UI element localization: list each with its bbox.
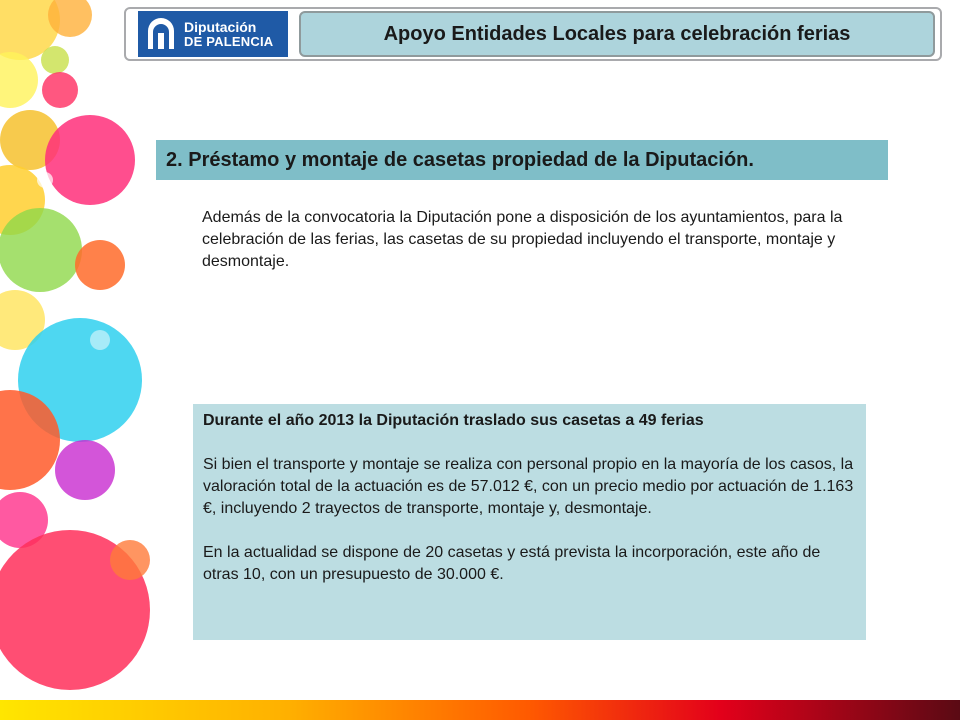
- logo-line1: Diputación: [184, 18, 257, 35]
- info-box: [193, 404, 866, 640]
- logo-arch-icon: [144, 17, 178, 51]
- section-heading: 2. Préstamo y montaje de casetas propiedad de la Diputación.: [156, 140, 888, 180]
- decorative-bubbles: [0, 0, 150, 700]
- bottom-gradient-bar: [0, 700, 960, 720]
- diputacion-logo: [138, 11, 288, 57]
- info-paragraph-1: Si bien el transporte y montaje se realiza con personal propio en la mayoría de los casos, la valoración total de la actuación es de 57.012 €, con un precio medio por actuación de 1.163 €, incluyendo 2 trayectos de transporte, montaje y, desmontaje.: [203, 456, 854, 517]
- intro-paragraph: Además de la convocatoria la Diputación pone a disposición de los ayuntamientos, para la celebración de las ferias, las casetas de su propiedad incluyendo el transporte, montaje y desmontaje.: [202, 209, 843, 270]
- info-lead: Durante el año 2013 la Diputación traslado sus casetas a 49 ferias: [203, 412, 704, 429]
- page-title: Apoyo Entidades Locales para celebración ferias: [299, 11, 935, 57]
- logo-line2: DE PALENCIA: [184, 33, 274, 49]
- info-paragraph-2: En la actualidad se dispone de 20 casetas y está prevista la incorporación, este año de otras 10, con un presupuesto de 30.000 €.: [203, 544, 821, 583]
